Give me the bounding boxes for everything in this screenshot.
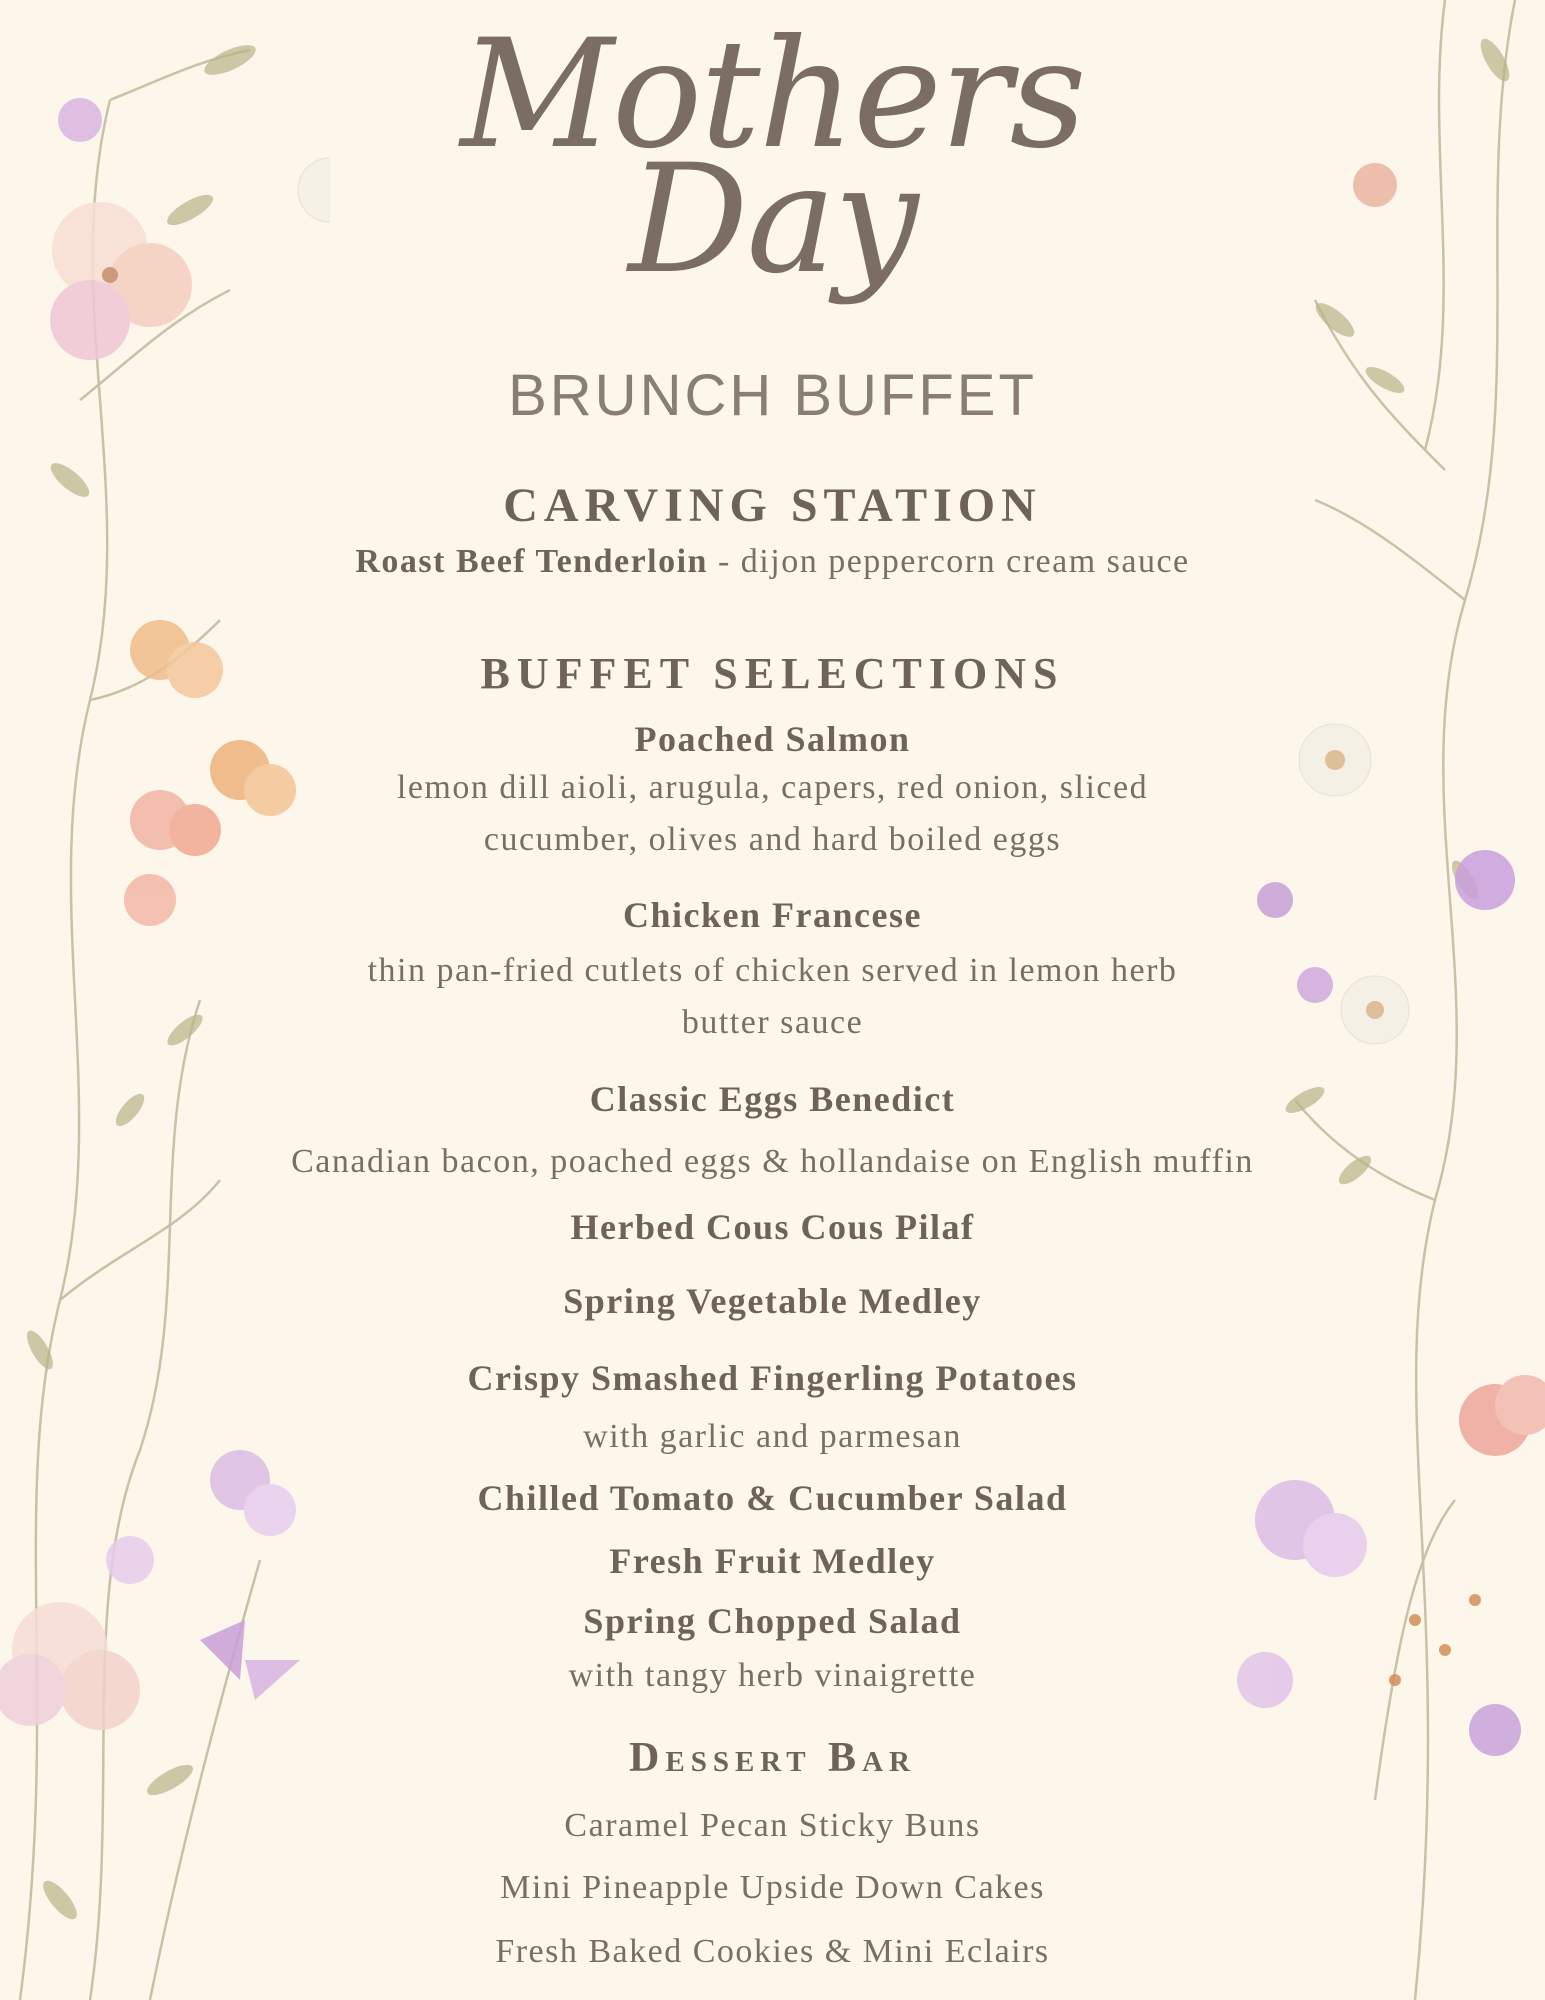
carving-item xyxy=(230,543,1315,581)
menu-subtitle: BRUNCH BUFFET xyxy=(508,363,1037,428)
carving-heading: CARVING STATION xyxy=(503,479,1042,532)
buffet-item-potatoes: Crispy Smashed Fingerling Potatoes xyxy=(467,1358,1078,1398)
title-line-1: Mothers xyxy=(460,8,1085,182)
buffet-item-vegetable-medley: Spring Vegetable Medley xyxy=(563,1281,982,1321)
buffet-item-eggs-benedict: Classic Eggs Benedict xyxy=(589,1079,956,1119)
buffet-item-eggs-benedict-desc: Canadian bacon, poached eggs & hollandaise on English muffin xyxy=(291,1143,1254,1180)
buffet-item-cous-cous: Herbed Cous Cous Pilaf xyxy=(570,1207,975,1247)
buffet-item-salmon-desc-1: lemon dill aioli, arugula, capers, red onion, sliced xyxy=(396,769,1149,806)
dessert-item-cookies-eclairs: Fresh Baked Cookies & Mini Eclairs xyxy=(495,1933,1050,1970)
buffet-item-fruit-medley: Fresh Fruit Medley xyxy=(609,1541,936,1581)
dessert-item-sticky-buns: Caramel Pecan Sticky Buns xyxy=(564,1807,981,1844)
buffet-item-salmon: Poached Salmon xyxy=(634,719,911,759)
title-line-2: Day xyxy=(628,133,917,307)
dessert-item-pineapple-cakes: Mini Pineapple Upside Down Cakes xyxy=(500,1869,1045,1906)
dessert-heading: Dessert Bar xyxy=(629,1735,916,1781)
buffet-item-potatoes-desc: with garlic and parmesan xyxy=(583,1418,962,1455)
carving-item-desc: dijon peppercorn cream sauce xyxy=(740,543,1190,580)
buffet-item-salmon-desc-2: cucumber, olives and hard boiled eggs xyxy=(483,821,1062,858)
carving-item-name: Roast Beef Tenderloin xyxy=(355,543,708,580)
carving-separator: - xyxy=(707,543,741,580)
menu-content xyxy=(230,0,1315,2000)
buffet-item-chicken-desc-2: butter sauce xyxy=(681,1004,864,1041)
buffet-heading: BUFFET SELECTIONS xyxy=(480,649,1065,698)
buffet-item-chopped-salad: Spring Chopped Salad xyxy=(583,1601,962,1641)
buffet-item-chopped-salad-desc: with tangy herb vinaigrette xyxy=(568,1657,977,1694)
buffet-item-tomato-salad: Chilled Tomato & Cucumber Salad xyxy=(477,1478,1068,1518)
buffet-item-chicken-desc-1: thin pan-fried cutlets of chicken served in lemon herb xyxy=(367,952,1178,989)
menu-title xyxy=(230,0,1315,307)
buffet-item-chicken: Chicken Francese xyxy=(623,895,922,935)
